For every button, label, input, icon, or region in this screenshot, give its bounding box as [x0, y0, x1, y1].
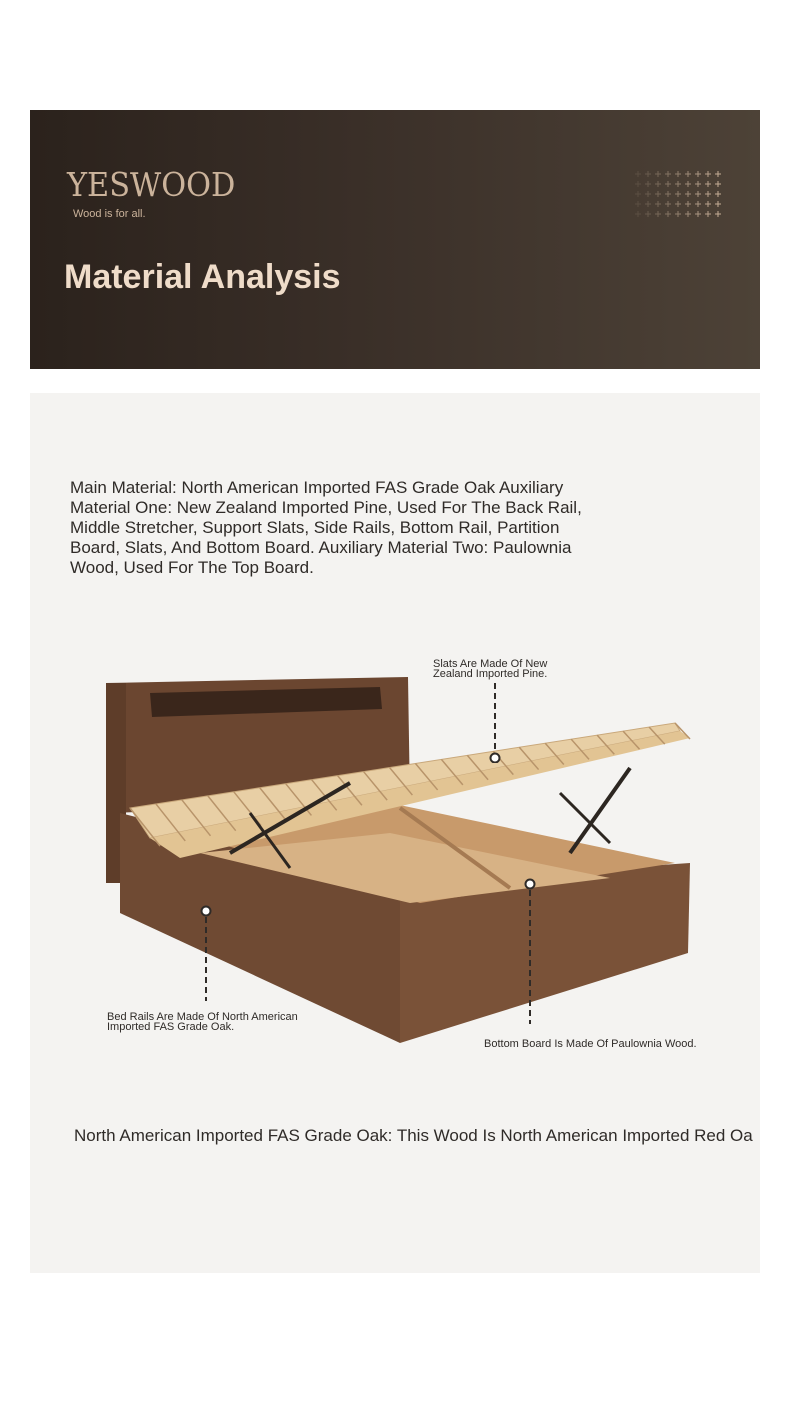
plus-mark	[645, 171, 651, 177]
plus-mark	[695, 201, 701, 207]
plus-mark	[695, 191, 701, 197]
plus-mark	[655, 211, 661, 217]
plus-mark	[645, 191, 651, 197]
plus-mark	[655, 171, 661, 177]
plus-mark	[665, 181, 671, 187]
callout-slats: Slats Are Made Of New Zealand Imported Pine.	[433, 658, 548, 680]
plus-mark	[685, 211, 691, 217]
plus-mark	[665, 201, 671, 207]
plus-mark	[705, 191, 711, 197]
plus-mark	[645, 211, 651, 217]
callout-slats-marker	[489, 683, 501, 763]
plus-mark	[655, 201, 661, 207]
callout-bottom: Bottom Board Is Made Of Paulownia Wood.	[484, 1038, 697, 1050]
plus-mark	[635, 181, 641, 187]
callout-rails: Bed Rails Are Made Of North American Imported FAS Grade Oak.	[107, 1011, 298, 1033]
plus-mark	[665, 191, 671, 197]
plus-mark	[715, 191, 721, 197]
plus-mark	[675, 191, 681, 197]
brand-tagline: Wood is for all.	[73, 208, 146, 220]
plus-mark	[685, 201, 691, 207]
page-title: Material Analysis	[64, 258, 341, 296]
plus-mark	[715, 211, 721, 217]
plus-mark	[685, 181, 691, 187]
callout-rails-marker	[200, 905, 212, 1005]
plus-mark	[635, 191, 641, 197]
plus-mark	[675, 181, 681, 187]
plus-mark	[705, 181, 711, 187]
plus-pattern-icon	[630, 168, 730, 220]
plus-mark	[705, 201, 711, 207]
plus-mark	[645, 201, 651, 207]
plus-mark	[655, 191, 661, 197]
plus-mark	[715, 181, 721, 187]
plus-mark	[695, 211, 701, 217]
gas-strut-right-2	[560, 793, 610, 843]
plus-mark	[685, 191, 691, 197]
intro-text: Main Material: North American Imported FAS Grade Oak Auxiliary Material One: New Zealand Imported Pine, Used For The Back Rail, Middle Stretcher, Support Slats, Side Rails, Bottom Rail, Partition Board, Slats, And Bottom Board. Auxiliary Material Two: Paulownia Wood, Used For The Top Board.	[70, 478, 582, 577]
plus-mark	[635, 171, 641, 177]
plus-mark	[705, 211, 711, 217]
plus-mark	[695, 181, 701, 187]
plus-mark	[645, 181, 651, 187]
plus-mark	[675, 211, 681, 217]
header-banner	[30, 110, 760, 369]
plus-mark	[655, 181, 661, 187]
plus-mark	[715, 201, 721, 207]
plus-mark	[675, 201, 681, 207]
oak-description: North American Imported FAS Grade Oak: This Wood Is North American Imported Red Oa	[74, 1126, 753, 1145]
plus-mark	[665, 171, 671, 177]
plus-mark	[715, 171, 721, 177]
plus-mark	[635, 211, 641, 217]
plus-mark	[635, 201, 641, 207]
plus-mark	[685, 171, 691, 177]
plus-mark	[665, 211, 671, 217]
callout-bottom-marker	[524, 878, 536, 1028]
brand-logo: YESWOOD	[67, 165, 236, 204]
plus-mark	[705, 171, 711, 177]
material-panel	[30, 393, 760, 1273]
plus-mark	[695, 171, 701, 177]
plus-mark	[675, 171, 681, 177]
